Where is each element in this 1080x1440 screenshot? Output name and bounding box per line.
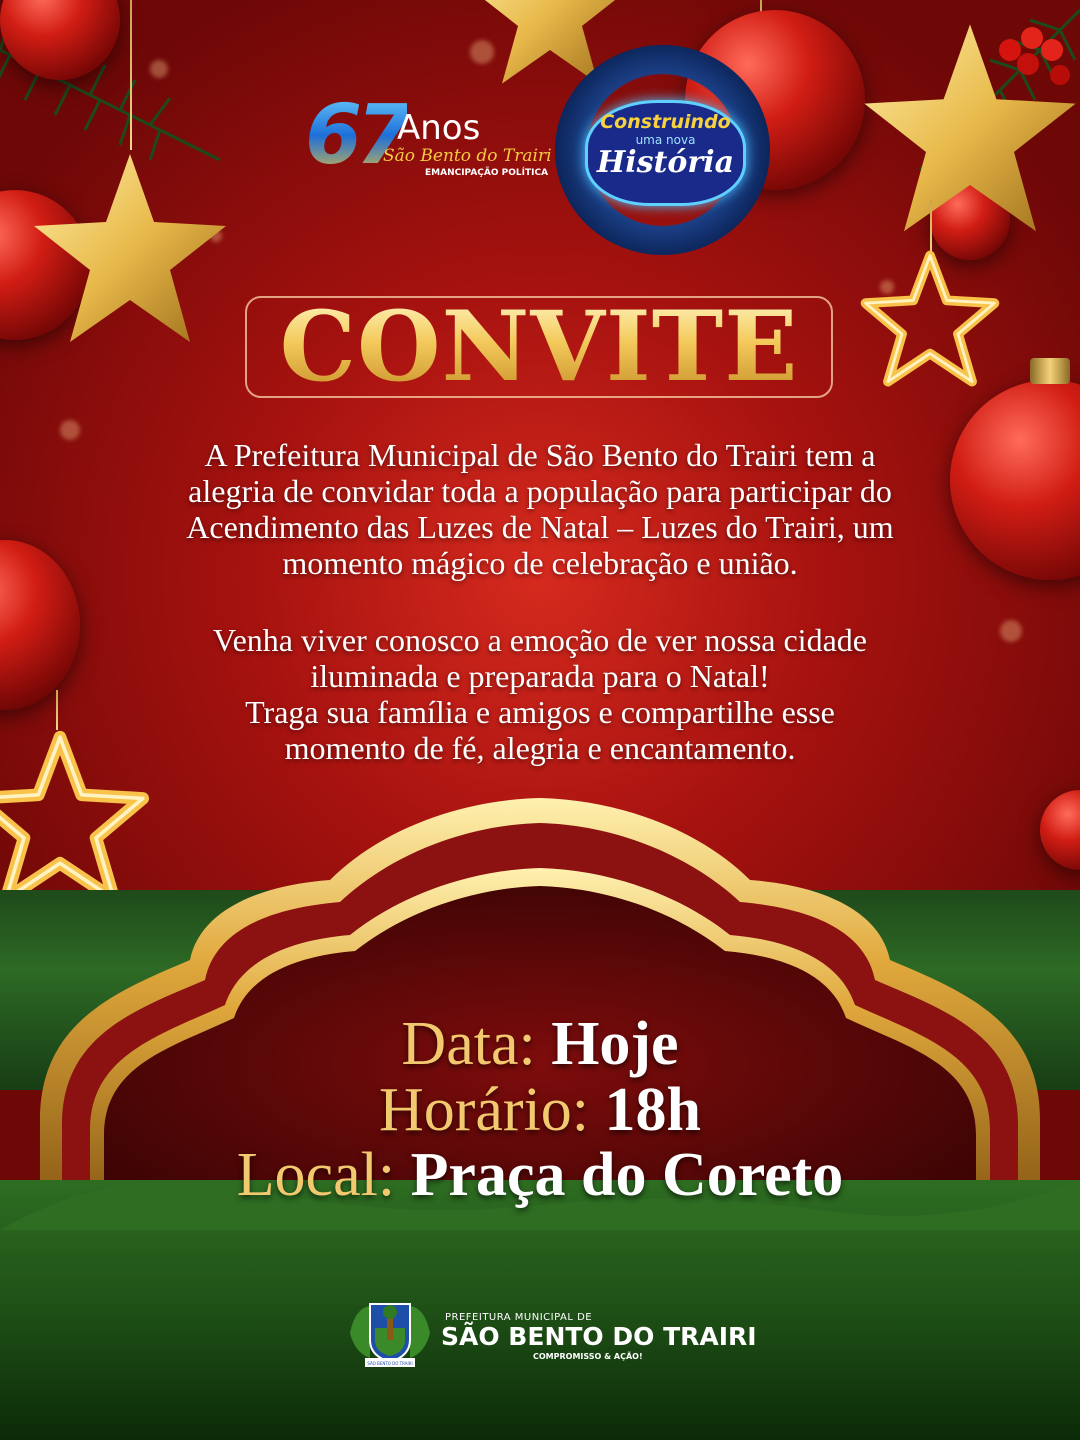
ornament-cap xyxy=(1030,358,1070,384)
event-time xyxy=(0,1078,1080,1142)
date-value: Hoje xyxy=(551,1010,679,1078)
event-date xyxy=(0,1012,1080,1076)
time-value: 18h xyxy=(604,1076,702,1144)
glowing-star-outline-icon xyxy=(860,250,1000,390)
intro-paragraph xyxy=(60,437,1020,581)
intro-line: Acendimento das Luzes de Natal – Luzes do Trairi, um xyxy=(186,509,894,545)
gold-star-icon xyxy=(30,150,230,350)
invite-line: momento de fé, alegria e encantamento. xyxy=(284,730,796,766)
time-label: Horário: xyxy=(378,1076,590,1144)
invite-line: Venha viver conosco a emoção de ver nossa cidade xyxy=(213,622,867,658)
gold-star-icon xyxy=(860,20,1080,240)
crest-banner-text: SÃO BENTO DO TRAIRI xyxy=(367,1361,413,1366)
event-place xyxy=(0,1143,1080,1207)
invite-line: iluminada e preparada para o Natal! xyxy=(310,658,770,694)
ornament-string xyxy=(130,0,132,150)
ornament-string xyxy=(930,200,932,255)
campaign-wreath-logo xyxy=(555,45,770,255)
campaign-line2: uma nova xyxy=(635,133,696,147)
campaign-line1: Construindo xyxy=(600,111,731,133)
city-crest-icon xyxy=(345,1298,435,1368)
prefeitura-logo xyxy=(345,1298,757,1368)
intro-line: momento mágico de celebração e união. xyxy=(282,545,798,581)
intro-line: A Prefeitura Municipal de São Bento do Trairi tem a xyxy=(204,437,876,473)
invite-line: Traga sua família e amigos e compartilhe esse xyxy=(245,694,835,730)
page-title: CONVITE xyxy=(279,290,799,403)
anniversary-city: São Bento do Trairi xyxy=(383,146,552,166)
date-label: Data: xyxy=(401,1010,536,1078)
campaign-line3: História xyxy=(596,145,735,180)
footer-slogan: COMPROMISSO & AÇÃO! xyxy=(533,1352,643,1361)
anniversary-logo xyxy=(305,88,552,190)
campaign-badge xyxy=(585,100,746,206)
footer-prefix: PREFEITURA MUNICIPAL DE xyxy=(445,1312,593,1323)
invite-paragraph xyxy=(60,622,1020,766)
title-box xyxy=(245,290,833,403)
place-value: Praça do Coreto xyxy=(410,1141,844,1209)
intro-line: alegria de convidar toda a população para participar do xyxy=(188,473,892,509)
anniversary-subtitle: EMANCIPAÇÃO POLÍTICA xyxy=(425,168,549,178)
anniversary-word: Anos xyxy=(397,108,481,148)
anniversary-number: 67 xyxy=(305,88,408,183)
footer-city: SÃO BENTO DO TRAIRI xyxy=(441,1322,757,1351)
place-label: Local: xyxy=(236,1141,396,1209)
